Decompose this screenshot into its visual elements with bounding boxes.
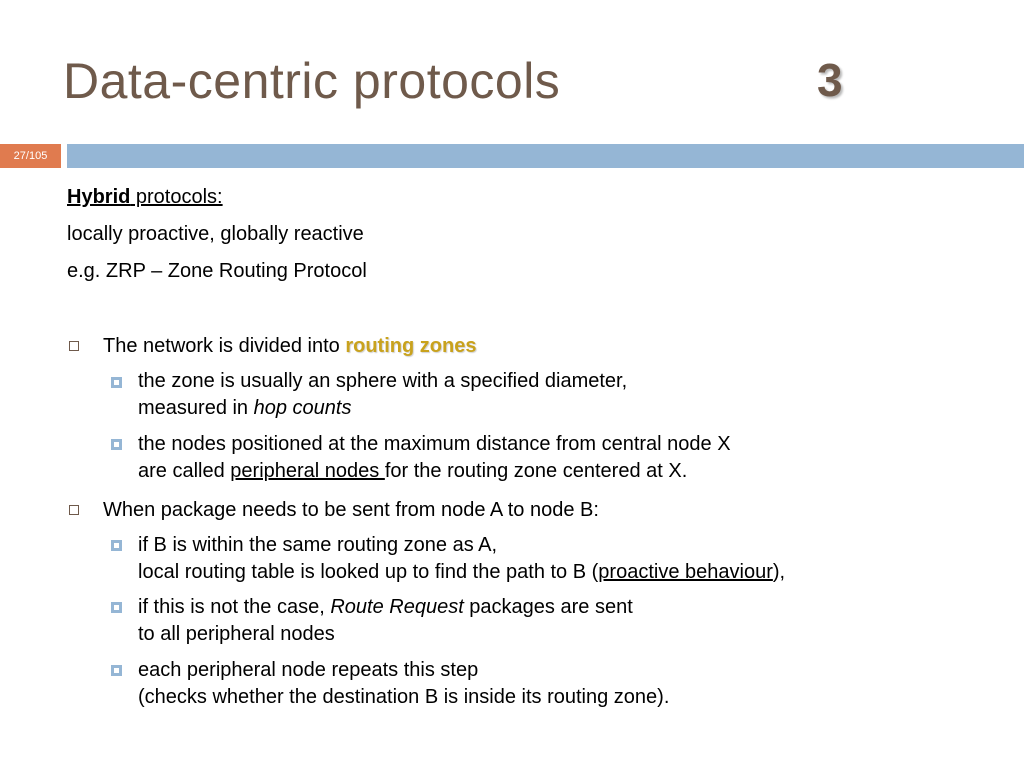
- bullet-1: [103, 333, 476, 359]
- intro-heading-bold: Hybrid: [67, 186, 131, 208]
- bullet-2: When package needs to be sent from node A to node B:: [103, 499, 599, 521]
- bullet-2-sub-1: [138, 532, 785, 586]
- bullet-1-sub-2-line-2-text: are called: [138, 460, 231, 482]
- bullet-2-sub-3-line-2: (checks whether the destination B is inside its routing zone).: [138, 686, 670, 708]
- sub-bullet-icon: [111, 602, 122, 613]
- sub-bullet-icon: [111, 665, 122, 676]
- slide-title: Data-centric protocols: [63, 53, 561, 109]
- intro-line-1: locally proactive, globally reactive: [67, 223, 364, 245]
- bullet-1-sub-2-line-2: [138, 458, 731, 485]
- section-number: 3: [817, 54, 843, 106]
- bullet-2-sub-2: [138, 594, 633, 648]
- bullet-2-sub-1-line-1: if B is within the same routing zone as A,: [138, 534, 498, 556]
- bullet-2-sub-2-line-1-after: packages are sent: [463, 596, 633, 618]
- bullet-1-sub-2-underlined: peripheral nodes: [230, 460, 385, 482]
- sub-bullet-icon: [111, 540, 122, 551]
- bullet-2-sub-1-underlined: proactive behaviour: [598, 561, 773, 583]
- bullet-2-sub-3-line-1: each peripheral node repeats this step: [138, 659, 479, 681]
- bullet-1-sub-1-line-2: [138, 395, 627, 422]
- bullet-1-sub-1-italic: hop counts: [253, 397, 352, 419]
- bullet-1-sub-1: [138, 368, 627, 422]
- page-indicator: 27/105: [0, 144, 61, 168]
- bullet-1-sub-1-line-1: the zone is usually an sphere with a specified diameter,: [138, 370, 628, 392]
- bullet-1-sub-2-line-2-after: for the routing zone centered at X.: [384, 460, 688, 482]
- bullet-2-sub-2-line-1-text: if this is not the case,: [138, 596, 331, 618]
- bullet-2-sub-1-line-2: [138, 559, 785, 586]
- bullet-2-sub-1-line-2-text: local routing table is looked up to find the path to B (: [138, 561, 599, 583]
- bullet-2-sub-2-line-2: to all peripheral nodes: [138, 623, 335, 645]
- bullet-square-icon: [69, 505, 79, 515]
- header-bar: [67, 144, 1024, 168]
- bullet-1-highlight: routing zones: [345, 335, 477, 357]
- bullet-1-text: The network is divided into: [103, 335, 346, 357]
- intro-line-2: e.g. ZRP – Zone Routing Protocol: [67, 260, 367, 282]
- intro-heading-rest: protocols:: [130, 186, 223, 208]
- bullet-1-sub-1-line-2-text: measured in: [138, 397, 254, 419]
- bullet-2-sub-1-line-2-after: ),: [772, 561, 786, 583]
- sub-bullet-icon: [111, 439, 122, 450]
- intro-heading: [67, 184, 223, 210]
- bullet-square-icon: [69, 341, 79, 351]
- bullet-1-sub-2: [138, 431, 731, 485]
- bullet-2-sub-3: [138, 657, 669, 711]
- bullet-1-sub-2-line-1: the nodes positioned at the maximum distance from central node X: [138, 433, 731, 455]
- bullet-2-sub-2-line-1: [138, 594, 633, 621]
- sub-bullet-icon: [111, 377, 122, 388]
- bullet-2-sub-2-italic: Route Request: [330, 596, 464, 618]
